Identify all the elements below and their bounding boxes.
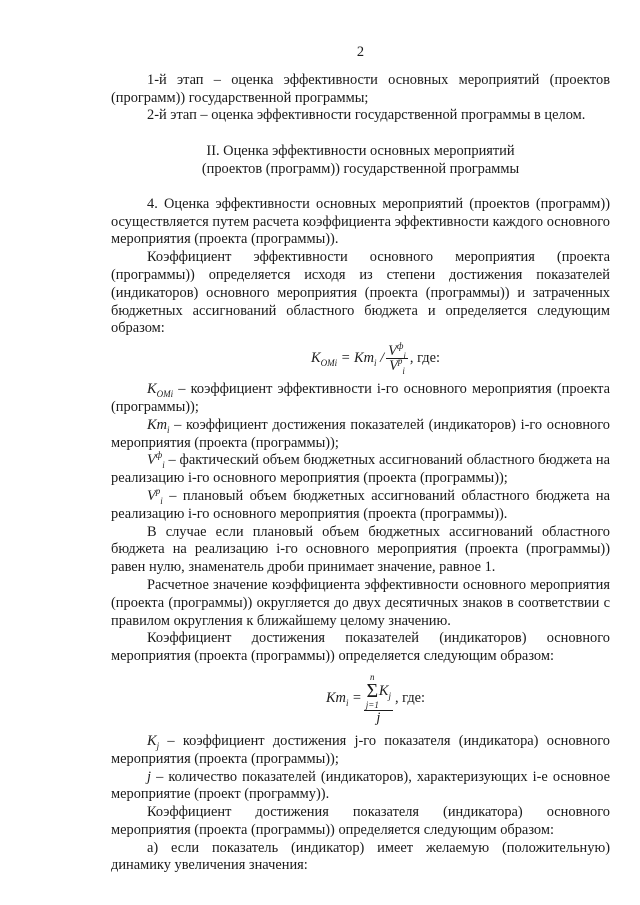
formula-kmi-tail: , где: [394,689,426,706]
paragraph-zero-case: В случае если плановый объем бюджетных ассигнований областного бюджета на реализацию i-го основного мероприятия (проекта (программы)) равен нулю, знаменатель дроби принимает значение, равное 1. [111,523,610,576]
formula-kmi-fraction: n Σ j=1 $K_j$ j [365,671,391,726]
stage-1-text: 1-й этап – оценка эффективности основных мероприятий (проектов (программ)) государственной программы; [111,71,610,106]
section-heading-line-1: II. Оценка эффективности основных мероприятий [206,143,515,160]
formula-kmi: $Km_i$ = n Σ j=1 $K_j$ j , где: [325,671,426,726]
paragraph-rounding: Расчетное значение коэффициента эффективности основного мероприятия (проекта (программы)) округляется до двух десятичных знаков в соответствии с правилом округления к ближайшему целому значению. [111,576,610,629]
paragraph-j-definition: j – количество показателей (индикаторов), характеризующих i-е основное мероприятие (проект (программу)). [111,768,610,803]
paragraph-vp-definition: $V^p_i$ – плановый объем бюджетных ассигнований областного бюджета на реализацию i-го основного мероприятия (проекта (программы)). [111,486,610,522]
stage-2-text: 2-й этап – оценка эффективности государственной программы в целом. [147,107,586,124]
paragraph-4: 4. Оценка эффективности основных мероприятий (проектов (программ)) осуществляется путем расчета коэффициента эффективности каждого основного мероприятия (проекта (программы)). [111,195,610,248]
paragraph-kmi-definition: $Km_i$ – коэффициент достижения показателей (индикаторов) i-го основного мероприятия (проекта (программы)); [111,416,610,451]
paragraph-coef-definition: Коэффициент эффективности основного мероприятия (проекта (программы)) определяется исходя из степени достижения показателей (индикаторов) основного мероприятия (проекта (программы)) и затраченных бюджетных ассигнований областного бюджета и определяется следующим образом: [111,249,610,337]
paragraph-kj-how: Коэффициент достижения показателя (индикатора) основного мероприятия (проекта (программы)) определяется следующим образом: [111,804,610,838]
section-heading [111,143,610,179]
paragraph-km-definition: Коэффициент достижения показателей (индикаторов) основного мероприятия (проекта (программы)) определяется следующим образом: [111,630,610,665]
formula-komi-fraction: $\frac{V^ф_i}{V^p_i}$ [388,341,406,377]
paragraph-kj-definition: $K_j$ – коэффициент достижения j-го показателя (индикатора) основного мероприятия (проекта (программы)); [111,732,610,767]
paragraph-komi-definition: $K_{OMi}$ – коэффициент эффективности i-го основного мероприятия (проекта (программы)); [111,381,610,415]
paragraph-case-a: а) если показатель (индикатор) имеет желаемую (положительную) динамику увеличения значения: [111,839,610,874]
page-number: 2 [356,44,365,60]
formula-komi: $K_{OMi} = Km_i$ / $\frac{V^ф_i}{V^p_i}$ , где: [311,341,440,377]
paragraph-vf-definition: $V^ф_i$ – фактический объем бюджетных ассигнований областного бюджета на реализацию i-го основного мероприятия (проекта (программы)); [111,450,610,487]
formula-komi-tail: , где: [409,349,440,366]
section-heading-line-2: (проектов (программ)) государственной программы [201,160,520,177]
